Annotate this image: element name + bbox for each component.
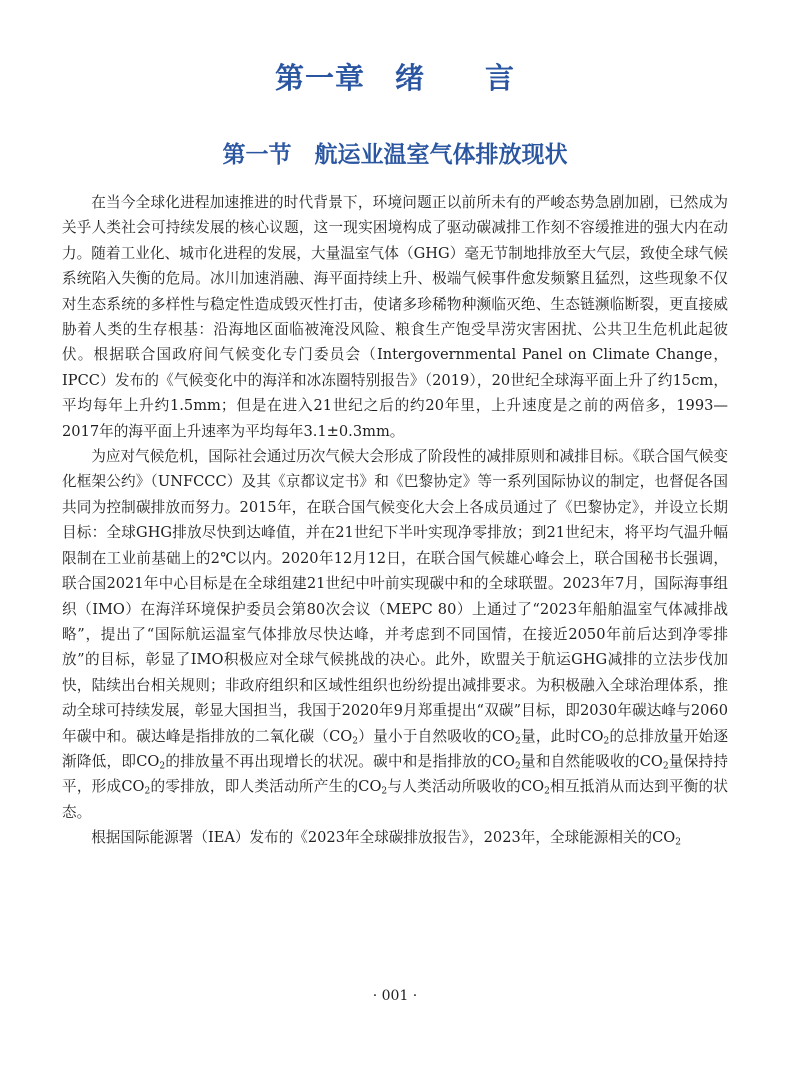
- text-run: 量和自然能吸收的CO: [520, 752, 663, 770]
- subscript: 2: [662, 761, 669, 772]
- subscript: 2: [159, 761, 166, 772]
- subscript: 2: [144, 786, 151, 797]
- page-number: · 001 ·: [372, 988, 418, 1004]
- text-run: 的零排放，即人类活动所产生的CO: [150, 778, 382, 796]
- paragraph-1: 在当今全球化进程加速推进的时代背景下，环境问题正以前所未有的严峻态势急剧加剧，已然成为关乎人类社会可持续发展的核心议题，这一现实困境构成了驱动碳减排工作刻不容缓推进的强大内在动力。随着工业化、城市化进程的发展，大量温室气体（GHG）毫无节制地排放至大气层，致使全球气候系统陷入失衡的危局。冰川加速消融、海平面持续上升、极端气候事件愈发频繁且猛烈，这些现象不仅对生态系统的多样性与稳定性造成毁灭性打击，使诸多珍稀物种濒临灭绝、生态链濒临断裂，更直接威胁着人类的生存根基：沿海地区面临被淹没风险、粮食生产饱受旱涝灾害困扰、公共卫生危机此起彼伏。根据联合国政府间气候变化专门委员会（Intergovernmental Panel on Climate Change，IPCC）发布的《气候变化中的海洋和冰冻圈特别报告》（2019），20世纪全球海平面上升了约15cm，平均每年上升约1.5mm；但是在进入21世纪之后的约20年里，上升速度是之前的两倍多，1993—2017年的海平面上升速率为平均每年3.1±0.3mm。: [62, 194, 728, 440]
- section-title: 第一节 航运业温室气体排放现状: [222, 142, 568, 168]
- subscript: 2: [544, 786, 550, 797]
- text-run: 为应对气候危机，国际社会通过历次气候大会形成了阶段性的减排原则和减排目标。《联合国气候变化框架公约》（UNFCCC）及其《京都议定书》和《巴黎协定》等一系列国际协议的制定，也督促各国共同为控制碳排放而努力。2015年，在联合国气候变化大会上各成员通过了《巴黎协定》，并设立长期目标：全球GHG排放尽快到达峰值，并在21世纪下半叶实现净零排放；到21世纪末，将平均气温升幅限制在工业前基础上的2℃以内。2020年12月12日，在联合国气候雄心峰会上，联合国秘书长强调，联合国2021年中心目标是在全球组建21世纪中叶前实现碳中和的全球联盟。2023年7月，国际海事组织（IMO）在海洋环境保护委员会第80次会议（MEPC 80）上通过了“2023年船舶温室气体减排战略”，提出了“国际航运温室气体排放尽快达峰，并考虑到不同国情，在接近2050年前后达到净零排放”的目标，彰显了IMO积极应对全球气候挑战的决心。此外，欧盟关于航运GHG减排的立法步伐加快，陆续出台相关规则；非政府组织和区域性组织也纷纷提出减排要求。为积极融入全球治理体系，推动全球可持续发展，彰显大国担当，我国于2020年9月郑重提出“双碳”目标，即2030年碳达峰与2060年碳中和。碳达峰是指排放的二氧化碳（CO: [62, 448, 728, 745]
- text-run: 的排放量不再出现增长的状况。碳中和是指排放的CO: [165, 752, 515, 770]
- subscript: 2: [352, 735, 359, 746]
- subscript: 2: [381, 786, 388, 797]
- text-run: 量保持持平，形成CO: [62, 752, 728, 796]
- text-run: 的总排放量开始逐渐降低，即CO: [62, 727, 728, 770]
- text-run: 根据国际能源署（IEA）发布的《2023年全球碳排放报告》，2023年，全球能源相关的CO: [91, 829, 676, 847]
- chapter-title: 第一章 绪 言: [274, 61, 515, 95]
- body-text: [62, 190, 728, 851]
- subscript: 2: [675, 837, 682, 848]
- text-run: 相互抵消从而达到平衡的状态。: [62, 778, 728, 821]
- subscript: 2: [514, 735, 521, 746]
- text-run: ）量小于自然吸收的CO: [358, 727, 515, 745]
- text-run: 与人类活动所吸收的CO: [387, 778, 545, 796]
- subscript: 2: [514, 761, 521, 772]
- subscript: 2: [603, 735, 610, 746]
- paragraph-3: [62, 825, 728, 850]
- paragraph-2: [62, 444, 728, 825]
- text-run: 量，此时CO: [520, 727, 604, 745]
